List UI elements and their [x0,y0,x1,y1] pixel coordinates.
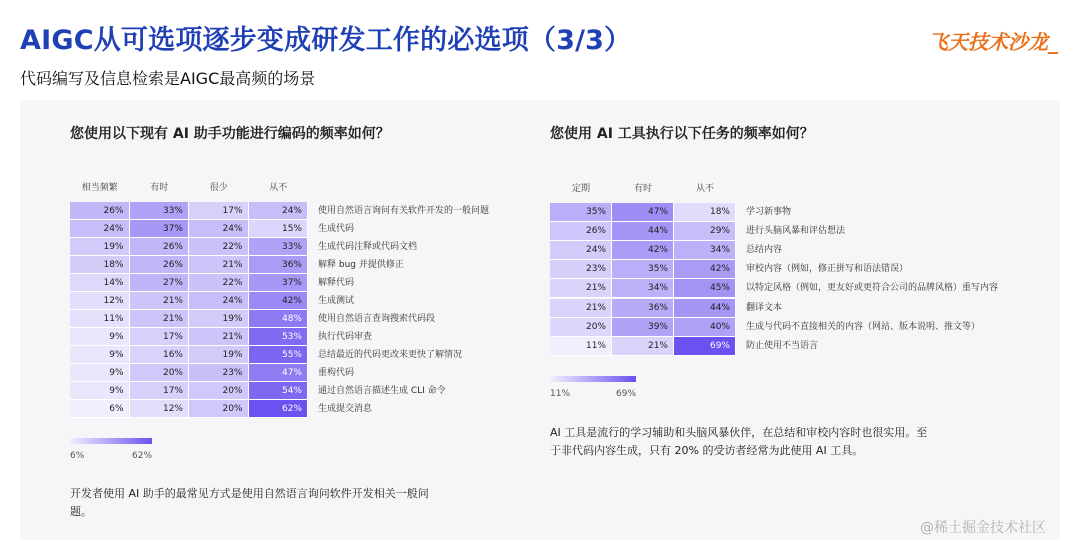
heatmap-cell: 24% [70,220,130,238]
heatmap-cell: 39% [612,318,674,337]
right-chart-title: 您使用 AI 工具执行以下任务的频率如何？ [550,126,814,142]
heatmap-cell: 9% [70,328,130,346]
heatmap-cell: 19% [189,310,249,328]
heatmap-cell: 14% [70,274,130,292]
heatmap-cell: 20% [130,364,190,382]
row-label: 通过自然语言描述生成 CLI 命令 [318,386,446,396]
column-header: 从不 [695,184,714,194]
heatmap-cell: 37% [249,274,309,292]
row-label: 生成代码 [318,224,355,234]
heatmap-cell: 24% [189,292,249,310]
heatmap-cell: 35% [550,203,612,222]
column-header: 有时 [150,183,169,193]
row-label: 解释代码 [318,278,355,288]
heatmap-cell: 21% [550,299,612,318]
left-legend-min: 6% [70,451,85,461]
row-label: 进行头脑风暴和评估想法 [746,226,846,237]
heatmap-cell: 27% [130,274,190,292]
heatmap-cell: 15% [249,220,309,238]
heatmap-cell: 42% [249,292,309,310]
right-legend-min: 11% [550,389,571,399]
heatmap-cell: 23% [550,260,612,279]
heatmap-cell: 44% [612,222,674,241]
heatmap-cell: 6% [70,400,130,418]
heatmap-cell: 24% [189,220,249,238]
row-label: 重构代码 [318,368,355,378]
heatmap-cell: 36% [249,256,309,274]
row-label: 以特定风格（例如，更友好或更符合公司的品牌风格）重写内容 [746,283,999,294]
row-label: 解释 bug 并提供修正 [318,260,404,270]
heatmap-cell: 26% [130,238,190,256]
heatmap-cell: 45% [674,279,736,298]
heatmap-cell: 9% [70,346,130,364]
heatmap-cell: 24% [249,202,309,220]
heatmap-cell: 18% [674,203,736,222]
column-header: 很少 [209,183,228,193]
watermark: @稀土掘金技术社区 [920,520,1046,536]
row-label: 生成与代码不直接相关的内容（网站、版本说明、推文等） [746,321,981,332]
heatmap-cell: 19% [189,346,249,364]
right-legend-gradient [550,376,636,382]
heatmap-cell: 54% [249,382,309,400]
heatmap-cell: 47% [612,203,674,222]
heatmap-cell: 42% [612,241,674,260]
heatmap-cell: 34% [674,241,736,260]
heatmap-cell: 12% [130,400,190,418]
heatmap-cell: 26% [550,222,612,241]
row-label: 使用自然语言询问有关软件开发的一般问题 [318,206,490,216]
heatmap-cell: 12% [70,292,130,310]
left-legend-max: 62% [132,451,153,461]
heatmap-cell: 47% [249,364,309,382]
heatmap-cell: 34% [612,279,674,298]
heatmap-cell: 40% [674,318,736,337]
heatmap-cell: 42% [674,260,736,279]
heatmap-cell: 37% [130,220,190,238]
row-label: 总结最近的代码更改来更快了解情况 [318,350,463,360]
heatmap-cell: 20% [189,382,249,400]
heatmap-cell: 21% [130,310,190,328]
heatmap-cell: 53% [249,328,309,346]
heatmap-cell: 16% [130,346,190,364]
heatmap-cell: 29% [674,222,736,241]
heatmap-cell: 33% [249,238,309,256]
brand-logo: 飞天技术沙龙_ [928,30,1058,54]
row-label: 执行代码审查 [318,332,373,342]
heatmap-cell: 11% [550,337,612,356]
heatmap-cell: 21% [612,337,674,356]
row-label: 学习新事物 [746,207,792,217]
heatmap-cell: 18% [70,256,130,274]
heatmap-cell: 33% [130,202,190,220]
left-legend-gradient [70,438,152,444]
row-label: 防止使用不当语言 [746,340,819,351]
heatmap-cell: 17% [189,202,249,220]
heatmap-cell: 44% [674,299,736,318]
left-summary-note: 开发者使用 AI 助手的最常见方式是使用自然语言询问软件开发相关一般问题。 [70,487,429,518]
heatmap-cell: 20% [189,400,249,418]
row-label: 生成提交消息 [318,404,373,414]
column-header: 定期 [571,184,590,194]
row-label: 生成测试 [318,296,355,306]
heatmap-cell: 62% [249,400,309,418]
heatmap-cell: 19% [70,238,130,256]
heatmap-cell: 35% [612,260,674,279]
right-legend-max: 69% [616,389,637,399]
heatmap-cell: 21% [550,279,612,298]
heatmap-cell: 20% [550,318,612,337]
heatmap-cell: 9% [70,364,130,382]
row-label: 使用自然语言查询搜索代码段 [318,314,436,324]
page-subtitle: 代码编写及信息检索是AIGC最高频的场景 [20,69,316,88]
row-label: 总结内容 [746,245,783,256]
heatmap-cell: 36% [612,299,674,318]
left-chart-title: 您使用以下现有 AI 助手功能进行编码的频率如何？ [70,126,390,142]
heatmap-cell: 24% [550,241,612,260]
row-label: 翻译文本 [746,302,783,313]
heatmap-cell: 21% [189,256,249,274]
heatmap-cell: 21% [130,292,190,310]
heatmap-cell: 22% [189,238,249,256]
column-header: 相当频繁 [81,183,118,193]
heatmap-cell: 55% [249,346,309,364]
heatmap-cell: 23% [189,364,249,382]
heatmap-cell: 17% [130,328,190,346]
heatmap-cell: 9% [70,382,130,400]
heatmap-cell: 26% [70,202,130,220]
heatmap-cell: 26% [130,256,190,274]
heatmap-cell: 69% [674,337,736,356]
column-header: 从不 [269,183,288,193]
page-title: AIGC从可选项逐步变成研发工作的必选项（3/3） [20,25,632,56]
column-header: 有时 [633,184,652,194]
heatmap-cell: 17% [130,382,190,400]
heatmap-cell: 11% [70,310,130,328]
heatmap-cell: 22% [189,274,249,292]
right-summary-note: AI 工具是流行的学习辅助和头脑风暴伙伴，在总结和审校内容时也很实用。至于非代码内容生成，只有 20% 的受访者经常为此使用 AI 工具。 [550,426,928,457]
heatmap-cell: 48% [249,310,309,328]
row-label: 生成代码注释或代码文档 [318,242,418,252]
heatmap-cell: 21% [189,328,249,346]
row-label: 审校内容（例如，修正拼写和语法错误） [746,264,909,275]
